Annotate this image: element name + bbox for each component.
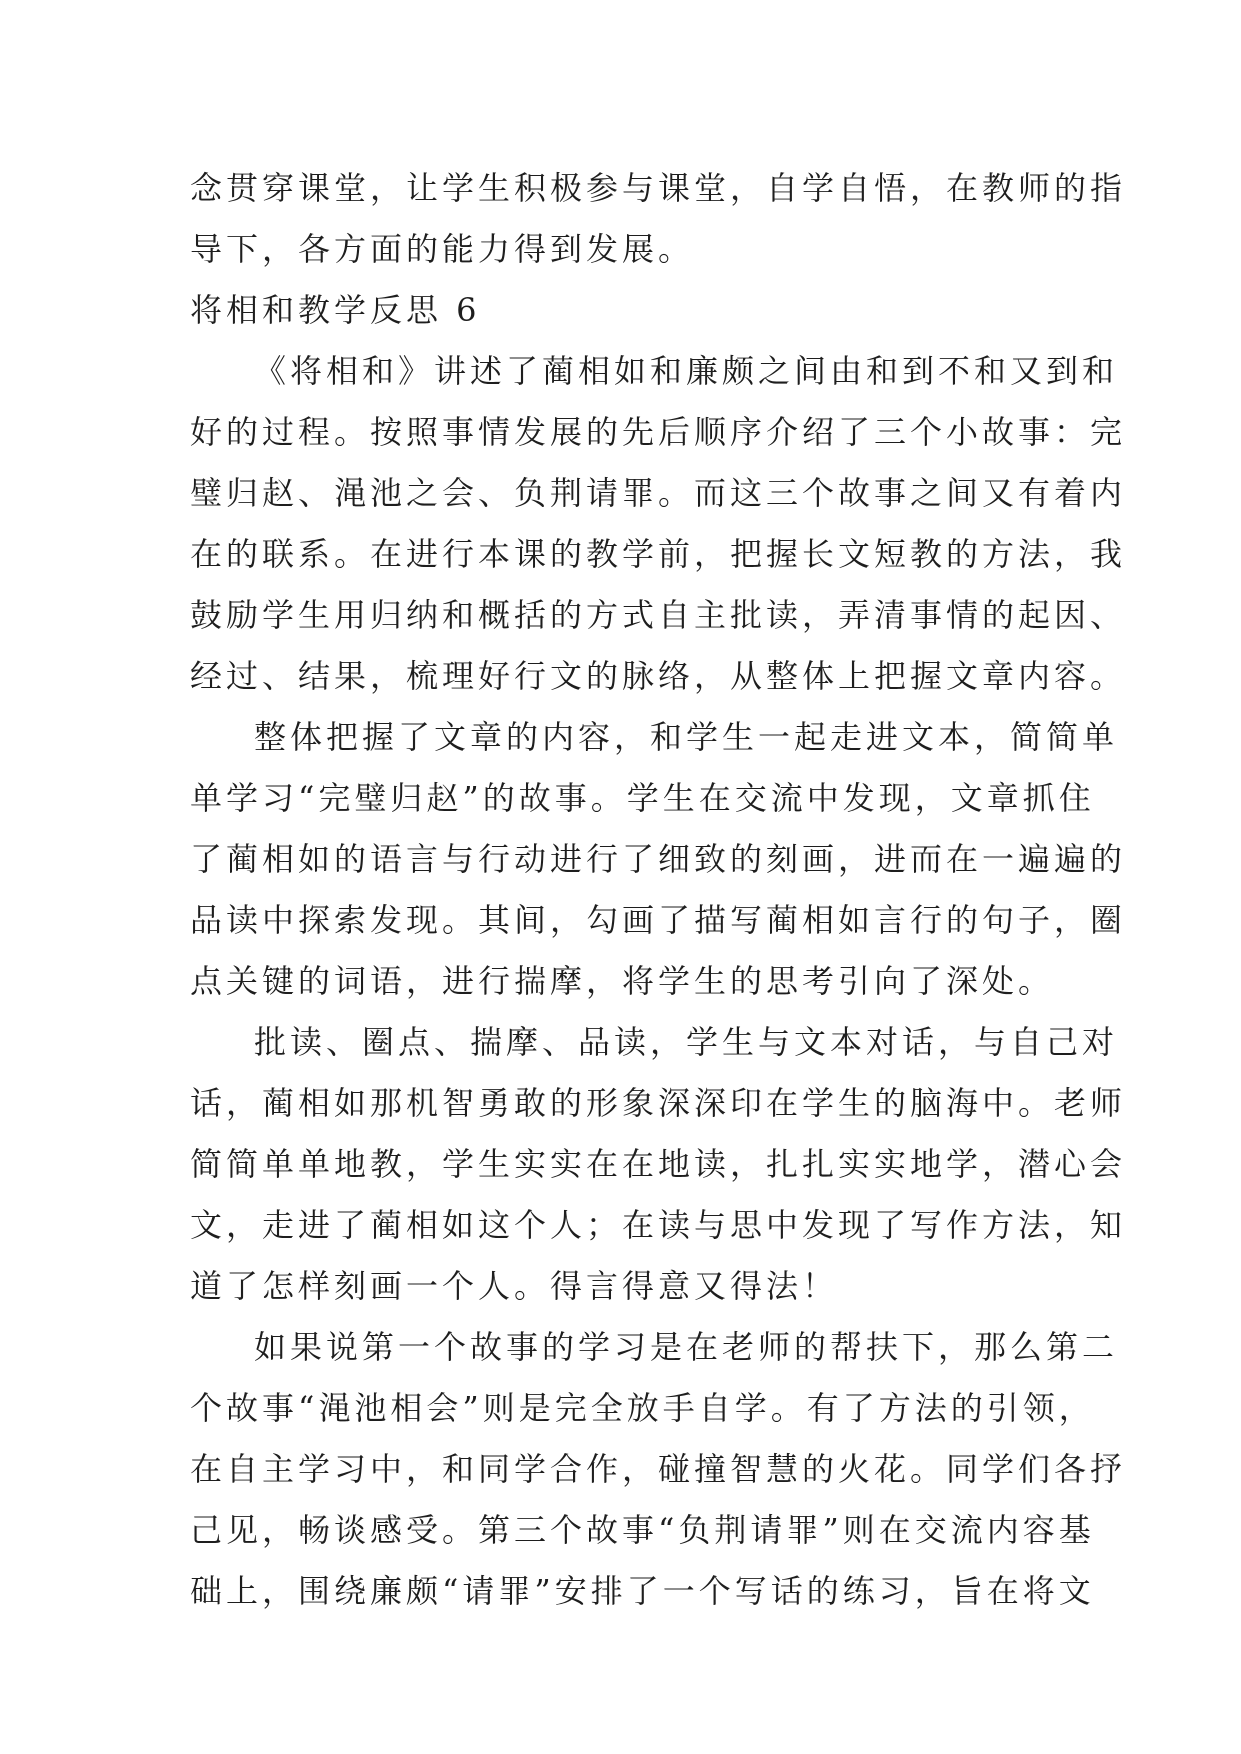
text-line: 简简单单地教，学生实实在在地读，扎扎实实地学，潜心会 [190, 1145, 1127, 1183]
text-line: 道了怎样刻画一个人。得言得意又得法！ [190, 1267, 839, 1305]
text-line: 己见，畅谈感受。第三个故事“负荆请罪”则在交流内容基 [190, 1511, 1095, 1549]
section-heading: 将相和教学反思 6 [190, 291, 481, 329]
paragraph-first-line: 《将相和》讲述了蔺相如和廉颇之间由和到不和又到和 [254, 352, 1119, 390]
text-line: 个故事“渑池相会”则是完全放手自学。有了方法的引领， [190, 1389, 1095, 1427]
document-body [190, 158, 1127, 1622]
text-line: 念贯穿课堂，让学生积极参与课堂，自学自悟，在教师的指 [190, 169, 1127, 207]
text-line: 经过、结果，梳理好行文的脉络，从整体上把握文章内容。 [190, 657, 1127, 695]
paragraph-first-line: 整体把握了文章的内容，和学生一起走进文本，简简单 [254, 718, 1119, 756]
text-line: 了蔺相如的语言与行动进行了细致的刻画，进而在一遍遍的 [190, 840, 1127, 878]
text-line: 文，走进了蔺相如这个人；在读与思中发现了写作方法，知 [190, 1206, 1127, 1244]
text-line: 好的过程。按照事情发展的先后顺序介绍了三个小故事：完 [190, 413, 1127, 451]
paragraph-first-line: 如果说第一个故事的学习是在老师的帮扶下，那么第二 [254, 1328, 1119, 1366]
text-line: 话，蔺相如那机智勇敢的形象深深印在学生的脑海中。老师 [190, 1084, 1127, 1122]
text-line: 璧归赵、渑池之会、负荆请罪。而这三个故事之间又有着内 [190, 474, 1127, 512]
text-line: 品读中探索发现。其间，勾画了描写蔺相如言行的句子，圈 [190, 901, 1127, 939]
text-line: 在的联系。在进行本课的教学前，把握长文短教的方法，我 [190, 535, 1127, 573]
paragraph-first-line: 批读、圈点、揣摩、品读，学生与文本对话，与自己对 [254, 1023, 1119, 1061]
text-line: 点关键的词语，进行揣摩，将学生的思考引向了深处。 [190, 962, 1055, 1000]
text-line: 鼓励学生用归纳和概括的方式自主批读，弄清事情的起因、 [190, 596, 1127, 634]
text-line: 础上，围绕廉颇“请罪”安排了一个写话的练习，旨在将文 [190, 1572, 1095, 1610]
text-line: 导下，各方面的能力得到发展。 [190, 230, 695, 268]
text-line: 单学习“完璧归赵”的故事。学生在交流中发现，文章抓住 [190, 779, 1095, 817]
text-line: 在自主学习中，和同学合作，碰撞智慧的火花。同学们各抒 [190, 1450, 1127, 1488]
